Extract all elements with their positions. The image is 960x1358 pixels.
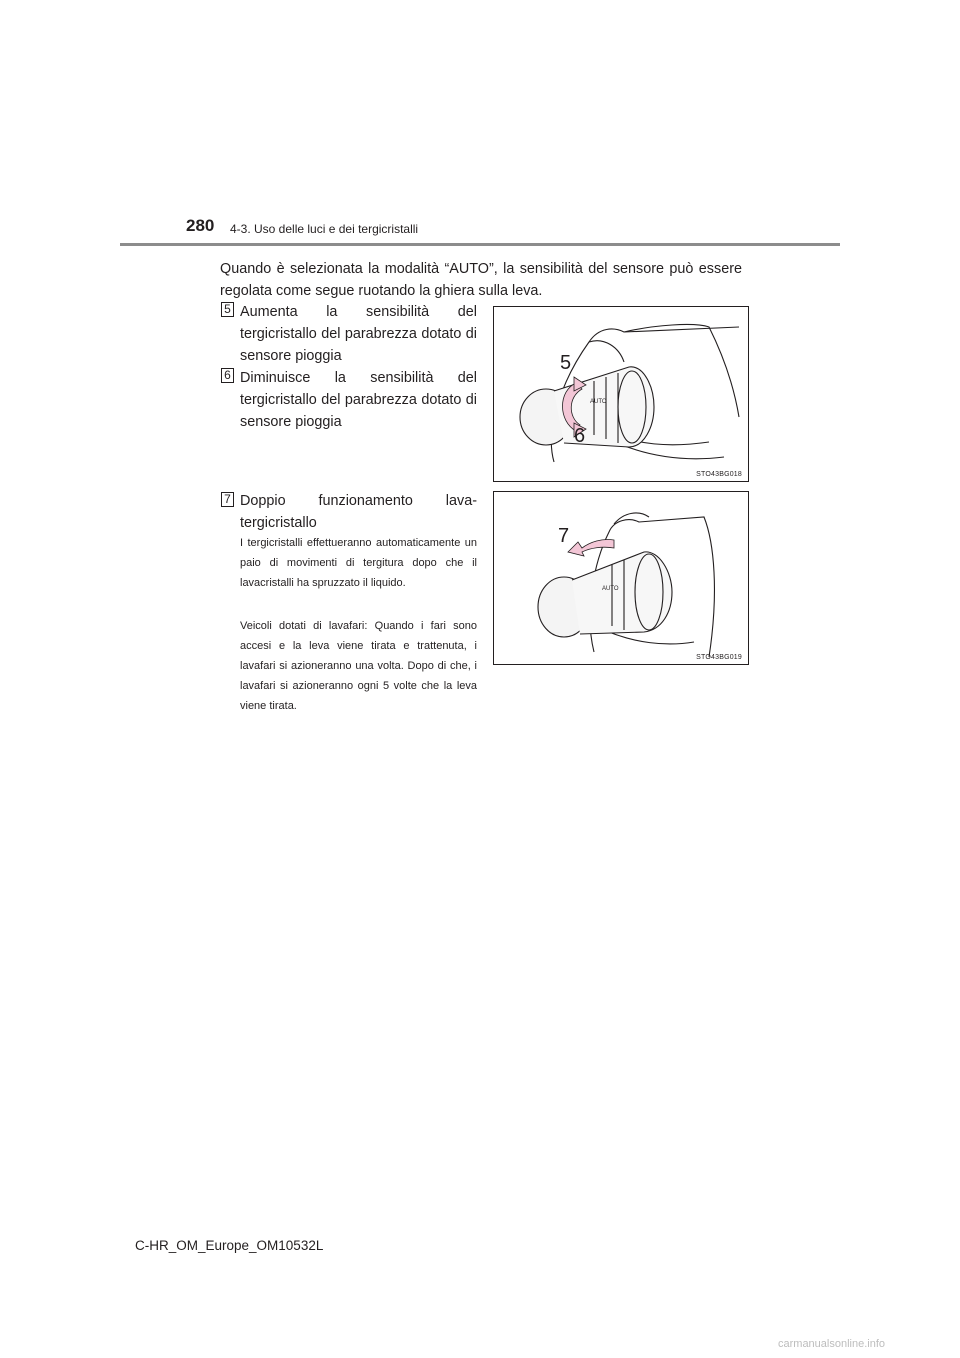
item-marker-7: 7	[221, 492, 234, 507]
footer-document-id: C-HR_OM_Europe_OM10532L	[135, 1238, 324, 1253]
page-number: 280	[186, 216, 215, 235]
section-title: 4-3. Uso delle luci e dei tergicristalli	[230, 222, 419, 236]
note-paragraph-1: I tergicristalli effettueranno automaticamente un paio di movimenti di tergitura dopo che il lavacristalli ha spruzzato il liquido.	[240, 537, 477, 589]
lever-auto-label: AUTO	[602, 586, 619, 592]
note-paragraph-2: Veicoli dotati di lavafari: Quando i fari sono accesi e la leva viene tirata e trattenuta, i lavafari si azioneranno una volta. Dopo di che, i lavafari si azioneranno ogni 5 volte che la leva viene tirata.	[240, 620, 477, 712]
callout-7: 7	[558, 525, 570, 547]
pull-arrow-icon	[568, 539, 614, 556]
figure-washer-lever	[493, 491, 749, 665]
header-divider	[120, 243, 840, 246]
figure-code: STO43BG019	[696, 654, 742, 661]
callout-6: 6	[574, 425, 586, 447]
figure-code: STO43BG018	[696, 471, 742, 478]
lever-auto-label: AUTO	[590, 399, 607, 405]
watermark: carmanualsonline.info	[778, 1338, 886, 1350]
item-text-7: Doppio funzionamento lava-tergicristallo	[240, 493, 477, 531]
item-text-5: Aumenta la sensibilità del tergicristallo del parabrezza dotato di sensore pioggia	[240, 304, 477, 364]
intro-paragraph: Quando è selezionata la modalità “AUTO”, la sensibilità del sensore può essere regolata come segue ruotando la ghiera sulla leva.	[220, 261, 742, 299]
item-marker-6: 6	[221, 368, 234, 383]
figure-sensitivity-dial	[493, 306, 749, 482]
lever-dial-illustration	[494, 307, 748, 481]
callout-5: 5	[560, 352, 572, 374]
item-marker-5: 5	[221, 302, 234, 317]
item-text-6: Diminuisce la sensibilità del tergicristallo del parabrezza dotato di sensore pioggia	[240, 370, 477, 430]
lever-pull-illustration	[494, 492, 748, 664]
